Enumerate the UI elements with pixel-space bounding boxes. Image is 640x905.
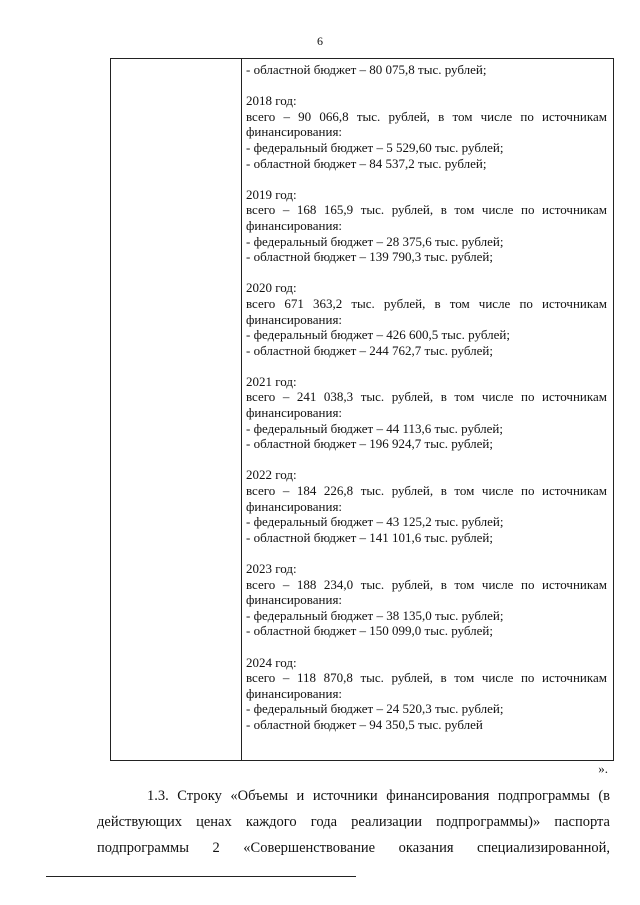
paragraph-line: действующих ценах каждого года реализации подпрограммы)» паспорта [97, 814, 610, 830]
regional-budget-line: - областной бюджет – 150 099,0 тыс. рублей; [246, 623, 493, 639]
year-heading: 2019 год: [246, 186, 297, 202]
closing-quote: ». [598, 761, 608, 776]
year-heading: 2024 год: [246, 654, 297, 670]
total-line: всего 671 363,2 тыс. рублей, в том числе по источникам [246, 295, 607, 311]
total-line: всего – 168 165,9 тыс. рублей, в том числе по источникам [246, 202, 607, 218]
total-line: всего – 118 870,8 тыс. рублей, в том числе по источникам [246, 670, 607, 686]
year-heading: 2022 год: [246, 467, 297, 483]
funding-year-block [246, 655, 607, 733]
funding-block-prev [246, 62, 607, 78]
regional-budget-line: - областной бюджет – 244 762,7 тыс. рублей; [246, 342, 493, 358]
years-list [246, 93, 607, 732]
financing-label: финансирования: [246, 498, 343, 514]
paragraph-line: 1.3. Строку «Объемы и источники финансирования подпрограммы (в [147, 788, 610, 804]
funding-year-block [246, 467, 607, 545]
funding-cell [246, 62, 607, 733]
financing-label: финансирования: [246, 685, 343, 701]
year-heading: 2021 год: [246, 373, 297, 389]
footnote-rule [46, 876, 356, 877]
total-line: всего – 188 234,0 тыс. рублей, в том числе по источникам [246, 576, 607, 592]
financing-label: финансирования: [246, 124, 343, 140]
regional-budget-line: - областной бюджет – 141 101,6 тыс. рублей; [246, 529, 493, 545]
financing-label: финансирования: [246, 217, 343, 233]
funding-table [110, 58, 614, 761]
funding-year-block [246, 187, 607, 265]
year-heading: 2020 год: [246, 280, 297, 296]
federal-budget-line: - федеральный бюджет – 5 529,60 тыс. рублей; [246, 139, 504, 155]
paragraph-line: подпрограммы 2 «Совершенствование оказания специализированной, [97, 840, 610, 856]
total-line: всего – 184 226,8 тыс. рублей, в том числе по источникам [246, 483, 607, 499]
regional-budget-line: - областной бюджет – 84 537,2 тыс. рублей; [246, 155, 487, 171]
page-number: 6 [317, 34, 323, 48]
financing-label: финансирования: [246, 592, 343, 608]
federal-budget-line: - федеральный бюджет – 24 520,3 тыс. рублей; [246, 701, 504, 717]
total-line: всего – 90 066,8 тыс. рублей, в том числе по источникам [246, 108, 607, 124]
year-heading: 2018 год: [246, 93, 297, 109]
financing-label: финансирования: [246, 405, 343, 421]
funding-year-block [246, 280, 607, 358]
federal-budget-line: - федеральный бюджет – 44 113,6 тыс. рублей; [246, 420, 503, 436]
total-line: всего – 241 038,3 тыс. рублей, в том числе по источникам [246, 389, 607, 405]
federal-budget-line: - федеральный бюджет – 28 375,6 тыс. рублей; [246, 233, 504, 249]
financing-label: финансирования: [246, 311, 343, 327]
federal-budget-line: - федеральный бюджет – 38 135,0 тыс. рублей; [246, 607, 504, 623]
funding-year-block [246, 561, 607, 639]
amendment-paragraph [97, 783, 610, 861]
regional-budget-line: - областной бюджет – 80 075,8 тыс. рублей; [246, 62, 487, 77]
column-divider [241, 59, 242, 760]
year-heading: 2023 год: [246, 561, 297, 576]
regional-budget-line: - областной бюджет – 139 790,3 тыс. рублей; [246, 249, 493, 265]
regional-budget-line: - областной бюджет – 94 350,5 тыс. рублей [246, 716, 483, 732]
regional-budget-line: - областной бюджет – 196 924,7 тыс. рублей; [246, 436, 493, 452]
funding-year-block [246, 93, 607, 171]
federal-budget-line: - федеральный бюджет – 43 125,2 тыс. рублей; [246, 514, 504, 530]
funding-year-block [246, 374, 607, 452]
federal-budget-line: - федеральный бюджет – 426 600,5 тыс. рублей; [246, 327, 510, 343]
